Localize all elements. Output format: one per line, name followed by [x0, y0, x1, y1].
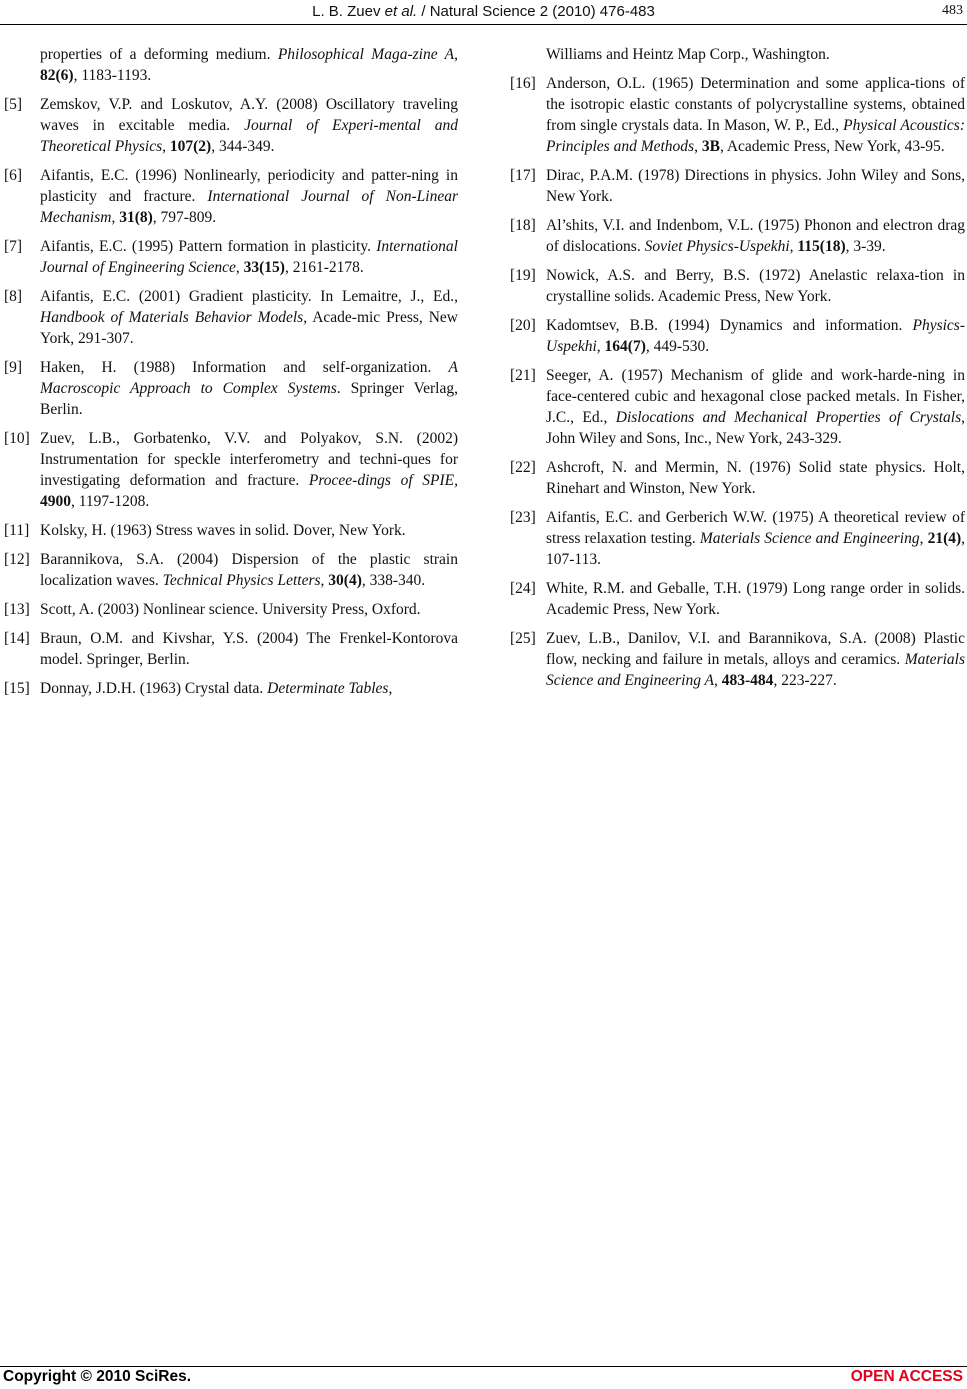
reference-text: Donnay, J.D.H. (1963) Crystal data.	[40, 680, 268, 697]
reference-source: Soviet Physics-Uspekhi,	[644, 238, 794, 255]
reference-text: ,	[714, 672, 722, 689]
left-column	[4, 44, 458, 707]
reference-text: Scott, A. (2003) Nonlinear science. University Press, Oxford.	[40, 601, 421, 618]
reference-text: Ashcroft, N. and Mermin, N. (1976) Solid state physics. Holt, Rinehart and Winston, New York.	[546, 459, 965, 497]
reference-text: properties of a deforming medium.	[40, 46, 278, 63]
page-number: 483	[942, 3, 963, 18]
journal-citation-header	[0, 3, 967, 20]
reference-number: [22]	[510, 459, 536, 476]
reference-number: [17]	[510, 167, 536, 184]
page-footer	[0, 1368, 967, 1388]
reference-volume: 82(6)	[40, 67, 74, 84]
reference-continuation	[4, 44, 458, 86]
reference-entry	[4, 678, 458, 699]
reference-source: Procee-dings of SPIE,	[308, 472, 458, 489]
reference-source: Philosophical Maga-zine A	[277, 46, 455, 63]
reference-source: International Journal of Non-Linear Mechanism	[40, 188, 458, 226]
reference-text: Aifantis, E.C. (1995) Pattern formation in plasticity.	[40, 238, 377, 255]
reference-continuation	[510, 44, 965, 65]
reference-entry	[510, 457, 965, 499]
reference-number: [11]	[4, 522, 30, 539]
reference-text: Anderson, O.L. (1965) Determination and some applica-tions of the isotropic elastic constants of polycrystalline systems, obtained from single crystals data. In Mason, W. P., Ed.,	[546, 75, 965, 134]
reference-number: [6]	[4, 167, 23, 184]
reference-source: Materials Science and Engineering A	[546, 651, 965, 689]
reference-volume: 483-484	[721, 672, 774, 689]
reference-number: [21]	[510, 367, 536, 384]
reference-volume: 3B	[701, 138, 720, 155]
reference-entry	[4, 628, 458, 670]
reference-source: Journal of Experi-mental and Theoretical Physics	[40, 117, 458, 155]
reference-entry	[4, 599, 458, 620]
reference-text: ,	[320, 572, 329, 589]
reference-pages: , 344-349.	[211, 138, 275, 155]
reference-entry	[4, 549, 458, 591]
reference-entry	[4, 236, 458, 278]
reference-source: Handbook of Materials Behavior Models	[40, 309, 304, 326]
reference-number: [18]	[510, 217, 536, 234]
reference-text: ,	[596, 338, 605, 355]
header-journal: / Natural Science 2 (2010) 476-483	[417, 3, 655, 20]
reference-number: [8]	[4, 288, 23, 305]
reference-volume: 107(2)	[169, 138, 212, 155]
reference-entry	[510, 265, 965, 307]
reference-number: [9]	[4, 359, 23, 376]
reference-volume: 164(7)	[604, 338, 646, 355]
reference-entry	[510, 215, 965, 257]
reference-pages: , 2161-2178.	[284, 259, 364, 276]
reference-entry	[510, 628, 965, 691]
reference-volume: 33(15)	[243, 259, 285, 276]
reference-pages: , 1197-1208.	[71, 493, 150, 510]
reference-number: [7]	[4, 238, 23, 255]
reference-source: Physical Acoustics: Principles and Methods	[546, 117, 965, 155]
reference-number: [20]	[510, 317, 536, 334]
reference-source: Materials Science and Engineering	[699, 530, 920, 547]
reference-pages: , 797-809.	[152, 209, 217, 226]
reference-entry	[4, 286, 458, 349]
reference-text: Zemskov, V.P. and Loskutov, A.Y. (2008) Oscillatory traveling waves in excitable media.	[40, 96, 458, 134]
reference-number: [24]	[510, 580, 536, 597]
reference-entry	[4, 94, 458, 157]
reference-number: [5]	[4, 96, 23, 113]
reference-entry	[510, 365, 965, 449]
reference-text: Seeger, A. (1957) Mechanism of glide and work-harde-ning in face-centered cubic and hexagonal close packed metals. In Fisher, J.C., Ed.,	[546, 367, 965, 426]
reference-text: Al’shits, V.I. and Indenbom, V.L. (1975) Phonon and electron drag of dislocations.	[546, 217, 965, 255]
reference-text: Dirac, P.A.M. (1978) Directions in physics. John Wiley and Sons, New York.	[546, 167, 965, 205]
reference-text: Kadomtsev, B.B. (1994) Dynamics and information.	[546, 317, 913, 334]
reference-entry	[4, 165, 458, 228]
reference-number: [12]	[4, 551, 30, 568]
right-column	[510, 44, 965, 699]
reference-number: [25]	[510, 630, 536, 647]
reference-text: Barannikova, S.A. (2004) Dispersion of the plastic strain localization waves.	[40, 551, 458, 589]
reference-pages: , 3-39.	[845, 238, 886, 255]
reference-text: ,	[388, 680, 393, 697]
reference-entry	[510, 73, 965, 157]
header-rule	[0, 24, 967, 25]
reference-entry	[510, 165, 965, 207]
reference-text: Haken, H. (1988) Information and self-organization.	[40, 359, 449, 376]
reference-volume: 31(8)	[119, 209, 153, 226]
header-authors: L. B. Zuev	[312, 3, 381, 20]
reference-number: [23]	[510, 509, 536, 526]
reference-text: ,	[162, 138, 170, 155]
footer-rule	[0, 1366, 967, 1367]
reference-source: Technical Physics Letters	[162, 572, 321, 589]
reference-text: Kolsky, H. (1963) Stress waves in solid. Dover, New York.	[40, 522, 406, 539]
reference-text: ,	[454, 46, 458, 63]
reference-entry	[4, 428, 458, 512]
reference-text: ,	[235, 259, 244, 276]
reference-number: [16]	[510, 75, 536, 92]
reference-text: Aifantis, E.C. (2001) Gradient plasticity. In Lemaitre, J., Ed.,	[40, 288, 458, 305]
reference-text: ,	[694, 138, 702, 155]
open-access-label: OPEN ACCESS	[850, 1368, 963, 1385]
header-etal: et al.	[384, 3, 418, 20]
reference-number: [10]	[4, 430, 30, 447]
reference-pages: , Academic Press, New York, 43-95.	[719, 138, 945, 155]
reference-text: Aifantis, E.C. and Gerberich W.W. (1975) A theoretical review of stress relaxation testing.	[546, 509, 965, 547]
reference-source: A Macroscopic Approach to Complex Systems	[40, 359, 458, 397]
reference-number: [15]	[4, 680, 30, 697]
reference-volume: 30(4)	[328, 572, 362, 589]
reference-text: . Springer Verlag, Berlin.	[40, 380, 458, 418]
reference-text: ,	[111, 209, 120, 226]
reference-entry	[510, 578, 965, 620]
reference-text: ,	[919, 530, 928, 547]
reference-text: Braun, O.M. and Kivshar, Y.S. (2004) The Frenkel-Kontorova model. Springer, Berlin.	[40, 630, 458, 668]
reference-volume: 4900	[40, 493, 71, 510]
reference-text: White, R.M. and Geballe, T.H. (1979) Long range order in solids. Academic Press, New York.	[546, 580, 965, 618]
reference-pages: , 223-227.	[773, 672, 837, 689]
reference-pages: , 1183-1193.	[73, 67, 152, 84]
reference-source: Dislocations and Mechanical Properties of Crystals	[615, 409, 962, 426]
copyright-notice: Copyright © 2010 SciRes.	[3, 1368, 192, 1385]
reference-source: Physics-Uspekhi	[546, 317, 965, 355]
reference-source: International Journal of Engineering Science	[40, 238, 458, 276]
reference-text: Nowick, A.S. and Berry, B.S. (1972) Anelastic relaxa-tion in crystalline solids. Academic Press, New York.	[546, 267, 965, 305]
reference-entry	[510, 507, 965, 570]
reference-number: [19]	[510, 267, 536, 284]
reference-entry	[4, 520, 458, 541]
reference-text: Zuev, L.B., Gorbatenko, V.V. and Polyakov, S.N. (2002) Instrumentation for speckle interferometry and techni-ques for investigating deformation and fracture.	[40, 430, 458, 489]
reference-number: [13]	[4, 601, 30, 618]
reference-text: , John Wiley and Sons, Inc., New York, 243-329.	[546, 409, 965, 447]
running-header	[0, 3, 967, 23]
reference-text: Williams and Heintz Map Corp., Washington.	[546, 46, 830, 63]
reference-number: [14]	[4, 630, 30, 647]
reference-entry	[510, 315, 965, 357]
reference-entry	[4, 357, 458, 420]
reference-text: Aifantis, E.C. (1996) Nonlinearly, periodicity and patter-ning in plasticity and fracture.	[40, 167, 458, 205]
reference-volume: 115(18)	[797, 238, 846, 255]
reference-pages: , 449-530.	[645, 338, 710, 355]
reference-volume: 21(4)	[927, 530, 962, 547]
reference-text: Zuev, L.B., Danilov, V.I. and Barannikova, S.A. (2008) Plastic flow, necking and failure in metals, alloys and ceramics.	[546, 630, 965, 668]
reference-text: , Acade-mic Press, New York, 291-307.	[40, 309, 458, 347]
reference-pages: , 338-340.	[361, 572, 426, 589]
reference-source: Determinate Tables	[267, 680, 389, 697]
reference-pages: , 107-113.	[546, 530, 966, 568]
